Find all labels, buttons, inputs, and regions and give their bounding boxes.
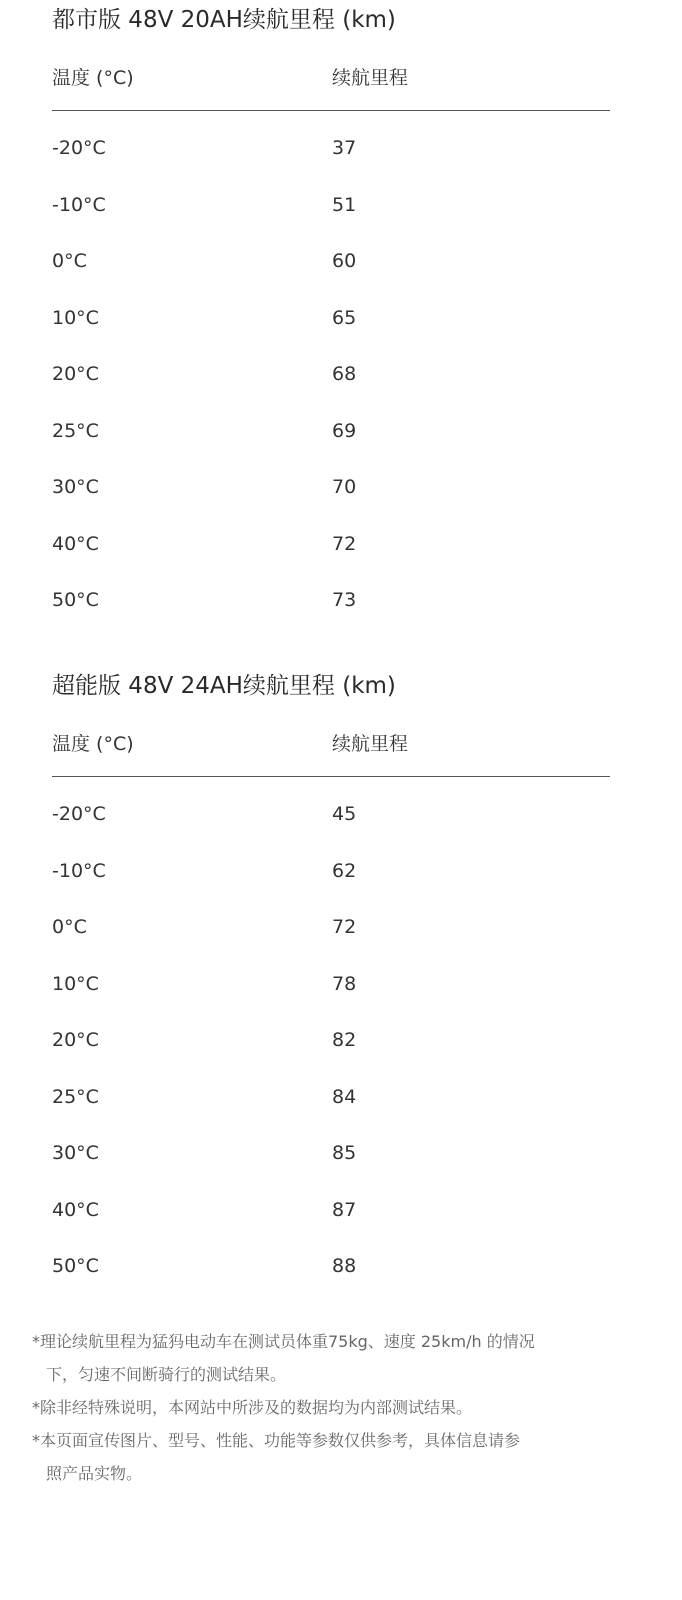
cell-temperature: 40°C	[52, 532, 99, 555]
table-row	[52, 136, 610, 193]
cell-range: 37	[332, 137, 357, 159]
cell-temperature: 20°C	[52, 363, 99, 385]
cell-range: 51	[332, 193, 357, 216]
table-body	[52, 136, 610, 645]
cell-temperature: 0°C	[52, 250, 87, 272]
cell-temperature: 30°C	[52, 1142, 99, 1164]
table-row	[52, 802, 610, 859]
footnote-line: *理论续航里程为猛犸电动车在测试员体重75kg、速度 25km/h 的情况	[32, 1332, 535, 1351]
cell-temperature: 40°C	[52, 1198, 99, 1221]
cell-temperature: 10°C	[52, 306, 99, 329]
cell-range: 69	[332, 419, 357, 442]
cell-range: 85	[332, 1142, 357, 1164]
cell-temperature: 20°C	[52, 1029, 99, 1051]
cell-range: 60	[332, 250, 357, 272]
footnote-line-continued: 照产品实物。	[46, 1464, 143, 1483]
cell-range: 62	[332, 859, 357, 882]
table-row	[52, 1198, 610, 1255]
footnote-images-disclaimer	[32, 1424, 662, 1490]
cell-temperature: -20°C	[52, 137, 106, 159]
cell-range: 72	[332, 532, 357, 555]
cell-temperature: 0°C	[52, 916, 87, 938]
table-row	[52, 1085, 610, 1142]
table-row	[52, 915, 610, 972]
cell-temperature: 10°C	[52, 972, 99, 995]
table-row	[52, 859, 610, 916]
column-header-temperature: 温度 (°C)	[52, 733, 134, 755]
footnote-test-conditions	[32, 1325, 662, 1391]
footnote-internal-data	[32, 1391, 662, 1424]
table-row	[52, 532, 610, 589]
table-row	[52, 306, 610, 363]
cell-temperature: -10°C	[52, 193, 106, 216]
cell-range: 70	[332, 476, 357, 498]
table-header	[52, 64, 610, 111]
cell-temperature: -10°C	[52, 859, 106, 882]
footnotes	[32, 1325, 662, 1490]
cell-temperature: 25°C	[52, 419, 99, 442]
table-row	[52, 362, 610, 419]
cell-range: 78	[332, 972, 357, 995]
cell-range: 45	[332, 803, 357, 825]
cell-temperature: 30°C	[52, 476, 99, 498]
section-title: 超能版 48V 24AH续航里程 (km)	[52, 673, 396, 699]
column-header-range: 续航里程	[332, 67, 409, 89]
table-row	[52, 419, 610, 476]
cell-range: 88	[332, 1255, 357, 1277]
table-row	[52, 588, 610, 645]
table-header	[52, 730, 610, 777]
cell-temperature: 25°C	[52, 1085, 99, 1108]
footnote-line: *除非经特殊说明，本网站中所涉及的数据均为内部测试结果。	[32, 1398, 473, 1417]
table-row	[52, 193, 610, 250]
table-row	[52, 249, 610, 306]
table-row	[52, 1141, 610, 1198]
table-row	[52, 475, 610, 532]
cell-range: 65	[332, 306, 357, 329]
cell-temperature: 50°C	[52, 589, 99, 611]
cell-range: 73	[332, 589, 357, 611]
section-title: 都市版 48V 20AH续航里程 (km)	[52, 7, 396, 33]
footnote-line-continued: 下，匀速不间断骑行的测试结果。	[46, 1365, 287, 1384]
cell-temperature: 50°C	[52, 1255, 99, 1277]
column-header-range: 续航里程	[332, 733, 409, 755]
column-header-temperature: 温度 (°C)	[52, 67, 134, 89]
cell-range: 72	[332, 916, 357, 938]
table-row	[52, 1254, 610, 1311]
footnote-line: *本页面宣传图片、型号、性能、功能等参数仅供参考，具体信息请参	[32, 1431, 521, 1450]
table-row	[52, 972, 610, 1029]
table-row	[52, 1028, 610, 1085]
cell-range: 87	[332, 1198, 357, 1221]
table-body	[52, 802, 610, 1311]
cell-range: 84	[332, 1085, 357, 1108]
cell-temperature: -20°C	[52, 803, 106, 825]
cell-range: 82	[332, 1029, 357, 1051]
cell-range: 68	[332, 363, 357, 385]
